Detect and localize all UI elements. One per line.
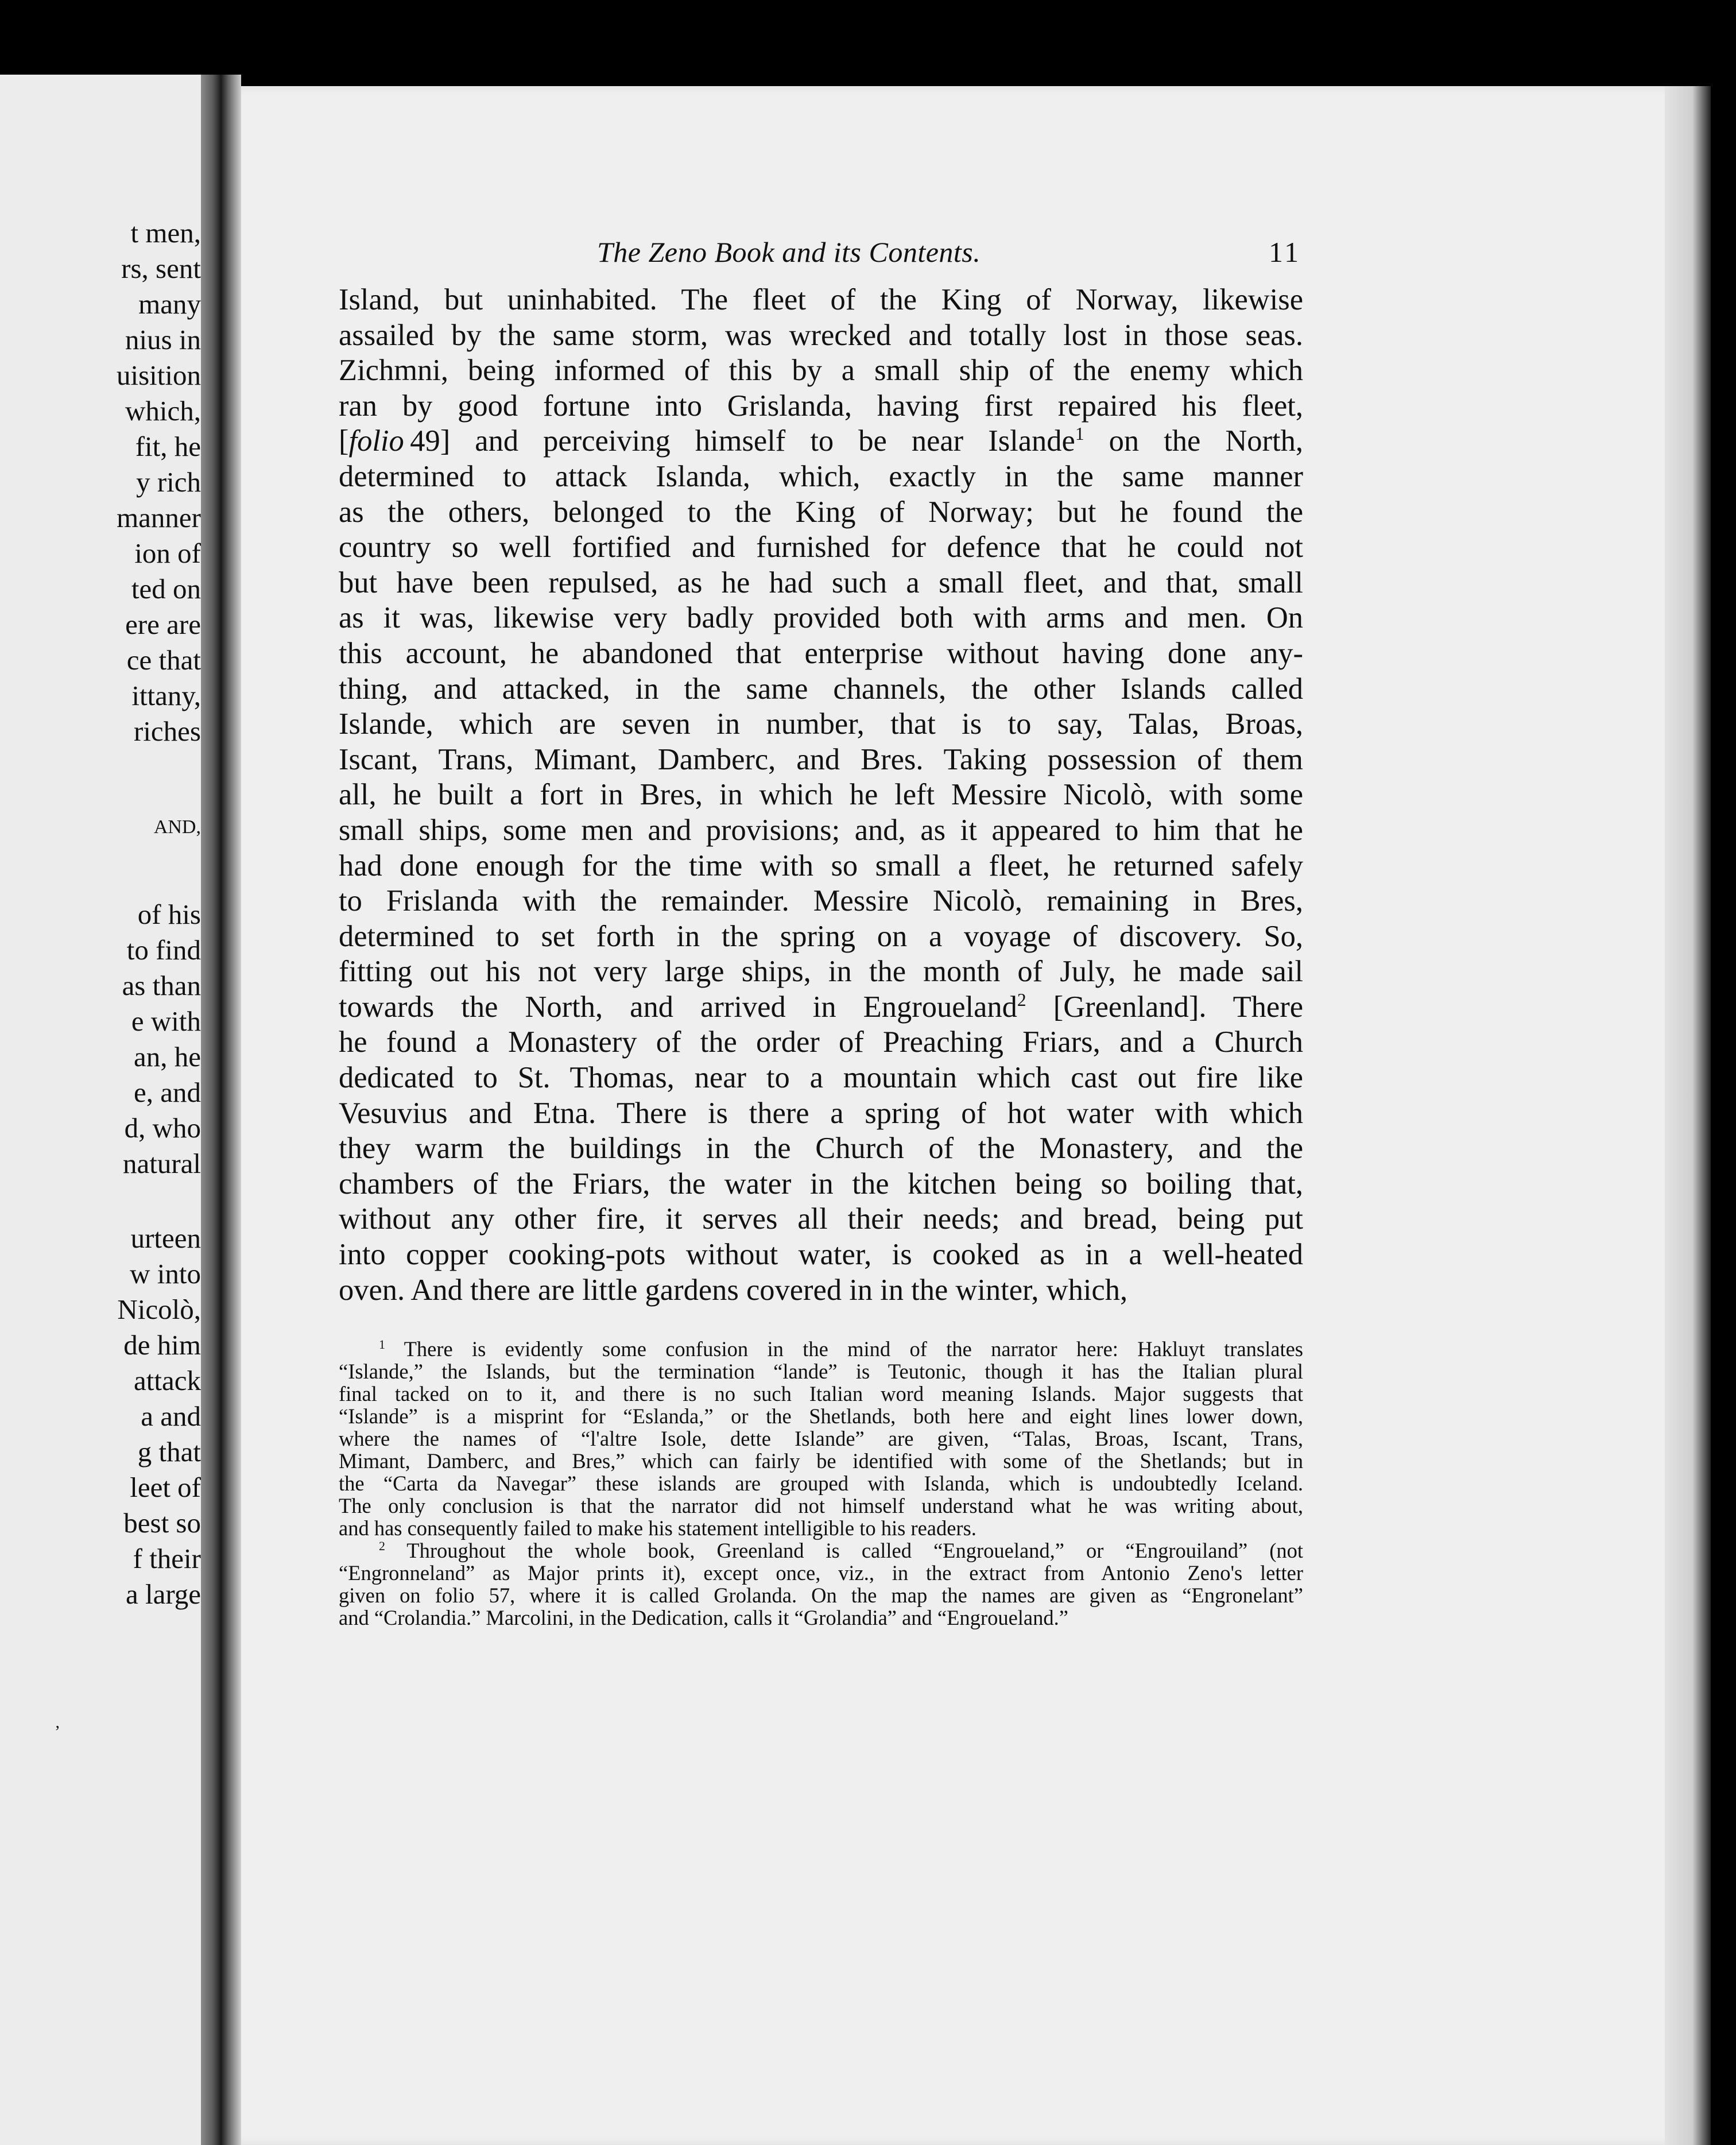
footnote-line: and “Crolandia.” Marcolini, in the Dedication, calls it “Grolandia” and “Engroueland.” — [339, 1606, 1068, 1629]
footnote-line: final tacked on to it, and there is no such Italian word meaning Islands. Major suggests that — [339, 1382, 1303, 1406]
left-page-line: g that — [137, 1436, 201, 1468]
left-page-line: manner — [117, 502, 201, 533]
left-page-line: of his — [137, 899, 201, 930]
left-page-line: as than — [122, 970, 201, 1001]
left-page-line: e, and — [134, 1077, 201, 1108]
stray-mark: ʼ — [55, 1722, 60, 1741]
body-line: assailed by the same storm, was wrecked and totally lost in those seas. — [339, 318, 1303, 352]
left-page-line: leet of — [130, 1472, 201, 1503]
body-line: dedicated to St. Thomas, near to a mountain which cast out fire like — [339, 1061, 1303, 1095]
folio-word: folio — [348, 424, 404, 458]
line-text: ] and perceiving himself to be near Islande — [440, 424, 1075, 458]
body-line: all, he built a fort in Bres, in which he left Messire Nicolò, with some — [339, 778, 1303, 812]
left-page-line: fit, he — [135, 431, 201, 462]
left-page-line: Nicolò, — [117, 1294, 201, 1325]
left-page-line: a large — [125, 1578, 201, 1610]
page-number: 11 — [1269, 236, 1301, 268]
footnote-line: given on folio 57, where it is called Grolanda. On the map the names are given as “Engronelant” — [339, 1583, 1303, 1607]
body-line: Vesuvius and Etna. There is there a spring of hot water with which — [339, 1096, 1303, 1130]
left-page-line: f their — [133, 1543, 201, 1574]
footnote-ref: 1 — [1075, 424, 1084, 444]
left-page-line: ted on — [131, 573, 201, 605]
body-line: determined to attack Islanda, which, exactly in the same manner — [339, 459, 1303, 493]
left-page-line: nius in — [125, 324, 201, 355]
footnote-ref: 2 — [1017, 989, 1026, 1010]
left-page-line: ittany, — [131, 680, 201, 711]
footnote-1-first-line: $^1$ There is evidently some confusion in the mind of the narrator here: Hakluyt translates — [379, 1337, 1303, 1361]
folio-number: 49 — [410, 424, 440, 458]
footnote-line: “Islande,” the Islands, but the termination “lande” is Teutonic, though it has the Italian plural — [339, 1360, 1303, 1383]
left-page-fragment — [0, 75, 201, 2145]
left-page-line: best so — [123, 1507, 201, 1539]
body-line: as it was, likewise very badly provided both with arms and men. On — [339, 601, 1303, 635]
body-line: Iscant, Trans, Mimant, Damberc, and Bres. Taking possession of them — [339, 742, 1303, 776]
line-text: towards the North, and arrived in Engroueland — [339, 990, 1017, 1024]
footnote-line: the “Carta da Navegar” these islands are grouped with Islanda, which is undoubtedly Iceland. — [339, 1472, 1303, 1495]
body-line-footnote-ref — [339, 990, 1303, 1025]
body-text — [339, 282, 1303, 1308]
body-line: ran by good fortune into Grislanda, having first repaired his fleet, — [339, 389, 1303, 423]
line-text: on the North, — [1084, 424, 1303, 458]
page-edge — [1665, 86, 1711, 2145]
left-page-line: uisition — [116, 359, 201, 391]
footnote-line: The only conclusion is that the narrator did not himself understand what he was writing about, — [339, 1494, 1303, 1517]
footnote-2-first-line: $^2$ Throughout the whole book, Greenland is called “Engroueland,” or “Engrouiland” (not — [379, 1538, 1303, 1562]
running-title: The Zeno Book and its Contents. — [597, 236, 981, 268]
left-page-line: t men, — [130, 217, 201, 249]
body-line-folio-ref — [339, 424, 1303, 459]
footnote-line: “Islande” is a misprint for “Eslanda,” or the Shetlands, both here and eight lines lower down, — [339, 1404, 1303, 1428]
body-line: this account, he abandoned that enterprise without having done any- — [339, 636, 1303, 670]
footnote-marker: 1 — [379, 1337, 385, 1352]
body-line: to Frislanda with the remainder. Messire Nicolò, remaining in Bres, — [339, 884, 1303, 918]
body-line: into copper cooking-pots without water, is cooked as in a well-heated — [339, 1238, 1303, 1272]
left-page-line: d, who — [124, 1112, 201, 1144]
left-page-line: many — [138, 288, 201, 320]
body-line: they warm the buildings in the Church of the Monastery, and the — [339, 1132, 1303, 1166]
body-line: without any other fire, it serves all their needs; and bread, being put — [339, 1202, 1303, 1236]
body-line: as the others, belonged to the King of Norway; but he found the — [339, 495, 1303, 529]
left-page-line: rs, sent — [121, 253, 201, 284]
body-line: Zichmni, being informed of this by a small ship of the enemy which — [339, 354, 1303, 388]
body-line: oven. And there are little gardens covered in in the winter, which, — [339, 1273, 1128, 1307]
left-page-line: urteen — [130, 1222, 201, 1254]
footnote-line: Mimant, Damberc, and Bres,” which can fairly be identified with some of the Shetlands; but in — [339, 1449, 1303, 1473]
body-line: thing, and attacked, in the same channels, the other Islands called — [339, 672, 1303, 706]
body-line: chambers of the Friars, the water in the kitchen being so boiling that, — [339, 1167, 1303, 1201]
body-line: determined to set forth in the spring on a voyage of discovery. So, — [339, 919, 1303, 953]
left-page-line: w into — [130, 1258, 201, 1290]
footnote-line: “Engronneland” as Major prints it), except once, viz., in the extract from Antonio Zeno's letter — [339, 1561, 1303, 1585]
left-page-line: to find — [126, 934, 201, 966]
left-page-line: y rich — [136, 466, 201, 498]
left-page-line: AND, — [153, 816, 201, 838]
body-line: he found a Monastery of the order of Preaching Friars, and a Church — [339, 1025, 1303, 1059]
body-line: country so well fortified and furnished for defence that he could not — [339, 531, 1303, 564]
bracket-open: [ — [339, 424, 349, 458]
left-page-line: attack — [134, 1365, 201, 1396]
body-line: but have been repulsed, as he had such a small fleet, and that, small — [339, 566, 1303, 599]
left-page-line: riches — [134, 715, 201, 747]
left-page-line: a and — [141, 1400, 201, 1432]
left-page-line: which, — [125, 395, 201, 427]
left-page-line: ion of — [134, 537, 201, 569]
footnote-line: and has consequently failed to make his statement intelligible to his readers. — [339, 1516, 976, 1540]
left-page-line: ere are — [125, 609, 201, 640]
left-page-line: natural — [122, 1148, 201, 1179]
left-page-line: an, he — [134, 1041, 201, 1072]
body-line: Islande, which are seven in number, that is to say, Talas, Broas, — [339, 707, 1303, 741]
left-page-line: de him — [123, 1329, 201, 1361]
line-text: [Greenland]. There — [1026, 990, 1303, 1024]
footnote-marker: 2 — [379, 1538, 385, 1553]
body-line: small ships, some men and provisions; and, as it appeared to him that he — [339, 813, 1303, 847]
left-page-line: e with — [131, 1005, 201, 1037]
left-page-line: ce that — [126, 644, 201, 676]
footnotes — [339, 1338, 1303, 1629]
body-line: fitting out his not very large ships, in the month of July, he made sail — [339, 955, 1303, 989]
body-line: Island, but uninhabited. The fleet of the King of Norway, likewise — [339, 283, 1303, 316]
footnote-line: where the names of “l'altre Isole, dette Islande” are given, “Talas, Broas, Iscant, Trans, — [339, 1427, 1303, 1450]
book-gutter — [201, 75, 241, 2145]
body-line: had done enough for the time with so small a fleet, he returned safely — [339, 849, 1303, 882]
